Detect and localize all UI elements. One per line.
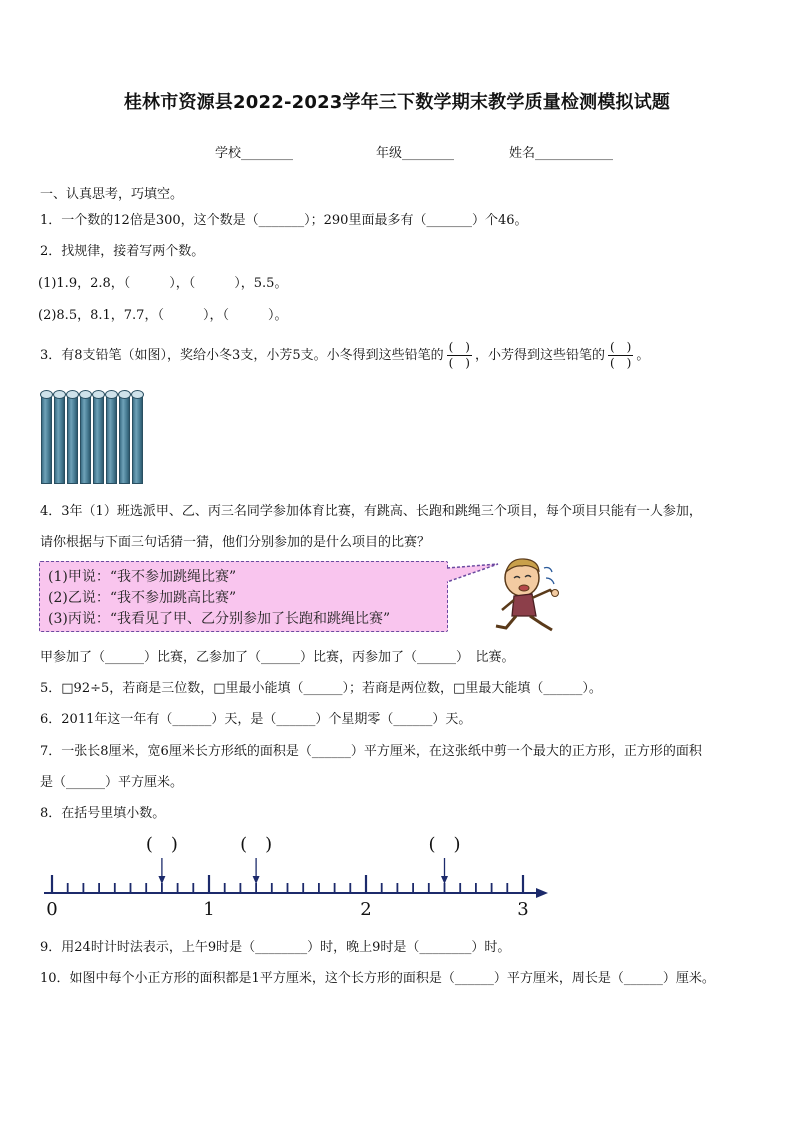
question-4-answer: 甲参加了（______）比赛，乙参加了（______）比赛，丙参加了（______） 比赛。 [40,650,515,665]
number-line [40,830,560,922]
question-4-line1: 4．3年（1）班选派甲、乙、丙三名同学参加体育比赛，有跳高、长跑和跳绳三个项目，每个项目只能有一人参加， [40,504,702,519]
axis-label: 2 [360,899,372,920]
question-1: 1．一个数的12倍是300，这个数是（_______）；290里面最多有（_______）个46。 [40,213,528,228]
pointer-arrow-head [158,876,165,884]
question-2-line2: (2)8.5，8.1，7.7，（ ），（ ）。 [38,308,288,323]
pointer-arrow-head [441,876,448,884]
fraction-blank-xiaodong[interactable]: $\frac{( )}{( )}$ [448,340,470,370]
bubble-statement-3: (3)丙说：“我看见了甲、乙分别参加了长跑和跳绳比赛” [48,611,391,627]
question-10: 10．如图中每个小正方形的面积都是1平方厘米，这个长方形的面积是（______）平方厘米，周长是（______）厘米。 [40,971,715,986]
bubble-statement-2: (2)乙说：“我不参加跳高比赛” [48,590,237,606]
answer-blank[interactable]: ( ) [428,834,461,855]
pencils-image [40,390,152,486]
question-4-line2: 请你根据与下面三句话猜一猜，他们分别参加的是什么项目的比赛？ [40,535,431,550]
pointer-arrow-head [253,876,260,884]
number-line-arrowhead [536,888,548,898]
axis-label: 3 [517,899,529,920]
question-3-text-b: ，小芳得到这些铅笔的 [474,348,605,363]
fraction-blank-xiaofang[interactable]: $\frac{( )}{( )}$ [609,340,632,370]
grade-field[interactable]: 年级________ [376,146,455,161]
school-field[interactable]: 学校________ [215,146,294,161]
section-heading: 一、认真思考，巧填空。 [40,187,184,202]
answer-blank[interactable]: ( ) [145,834,178,855]
axis-label: 1 [203,899,215,920]
running-boy-illustration [492,556,572,634]
question-3-text-a: 3．有8支铅笔（如图），奖给小冬3支，小芳5支。小冬得到这些铅笔的 [40,348,444,363]
bubble-statement-1: (1)甲说：“我不参加跳绳比赛” [48,569,237,585]
question-8-stem: 8．在括号里填小数。 [40,806,166,821]
speech-bubble [39,561,448,632]
name-field[interactable]: 姓名____________ [509,146,614,161]
page-title: 桂林市资源县2022-2023学年三下数学期末教学质量检测模拟试题 [123,92,671,113]
axis-label: 0 [46,899,58,920]
question-9: 9．用24时计时法表示，上午9时是（________）时，晚上9时是（________）时。 [40,940,511,955]
question-2-stem: 2．找规律，接着写两个数。 [40,244,205,259]
question-5: 5．□92÷5，若商是三位数，□里最小能填（______）；若商是两位数，□里最大能填（______）。 [40,681,602,696]
question-3: 3．有8支铅笔（如图），奖给小冬3支，小芳5支。小冬得到这些铅笔的 $\frac{( )}{( )}$ ，小芳得到这些铅笔的 $\frac{( )}{( )}$ 。 [40,340,650,370]
answer-blank[interactable]: ( ) [240,834,273,855]
question-2-line1: (1)1.9，2.8，（ ），（ ），5.5。 [38,276,288,291]
question-6: 6．2011年这一年有（______）天，是（______）个星期零（______）天。 [40,712,472,727]
question-7-line1: 7．一张长8厘米，宽6厘米长方形纸的面积是（______）平方厘米，在这张纸中剪一个最大的正方形，正方形的面积 [40,744,702,759]
question-7-line2: 是（______）平方厘米。 [40,775,184,790]
